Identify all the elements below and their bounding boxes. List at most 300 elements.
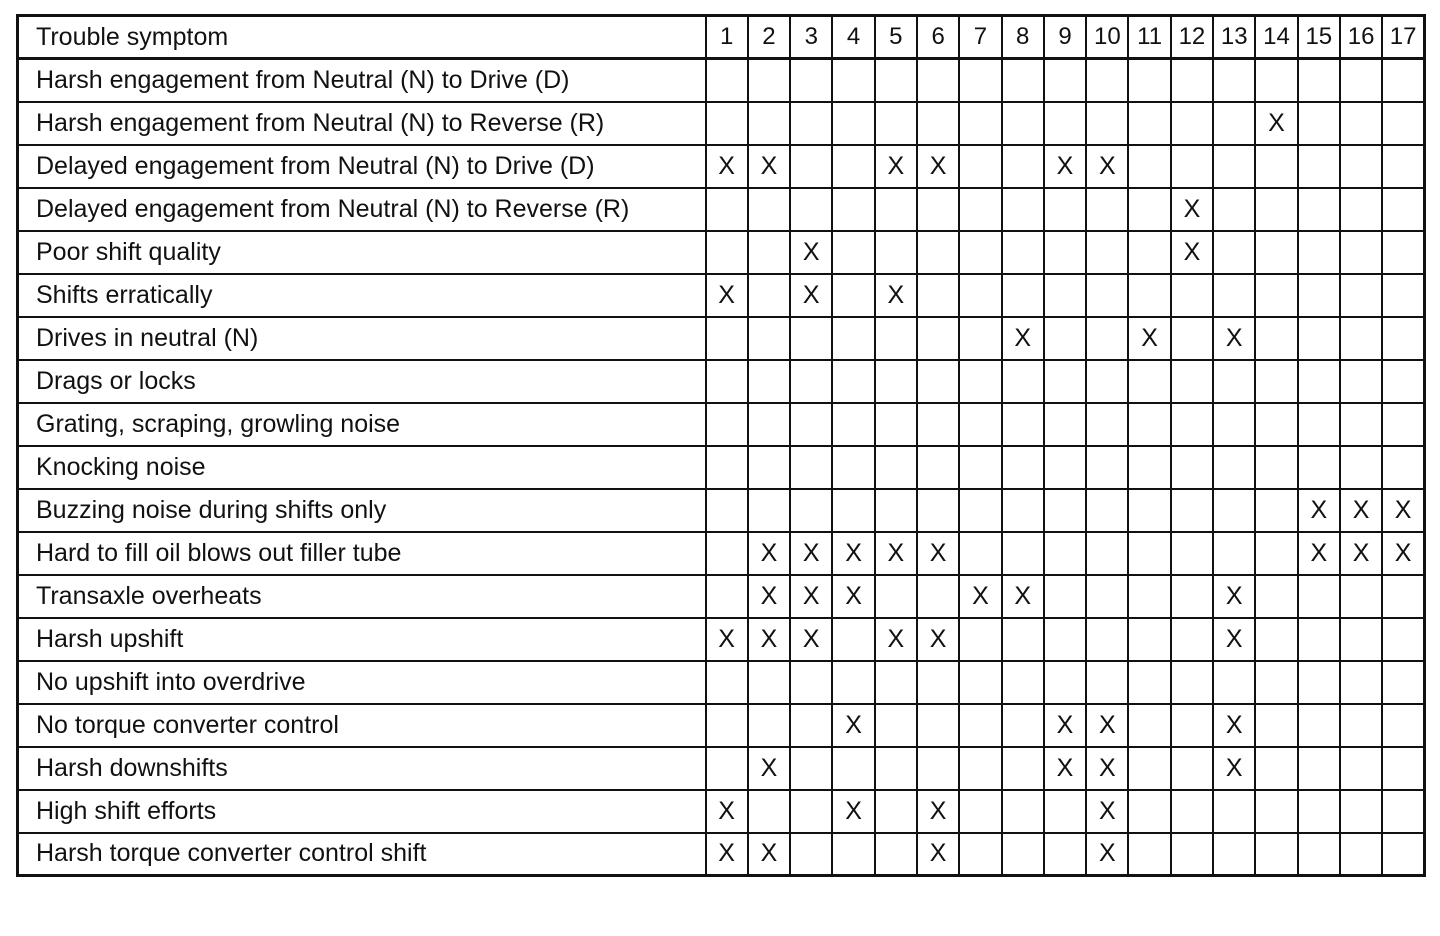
symptom-label: No torque converter control — [18, 704, 706, 747]
trouble-symptom-chart — [16, 14, 1426, 877]
empty-cell — [875, 231, 917, 274]
check-mark-cell: X — [1255, 102, 1297, 145]
empty-cell — [790, 102, 832, 145]
empty-cell — [1298, 575, 1340, 618]
empty-cell — [1298, 747, 1340, 790]
empty-cell — [832, 145, 874, 188]
empty-cell — [1213, 790, 1255, 833]
empty-cell — [1255, 790, 1297, 833]
empty-cell — [832, 102, 874, 145]
empty-cell — [1382, 747, 1424, 790]
empty-cell — [1255, 446, 1297, 489]
empty-cell — [1086, 403, 1128, 446]
empty-cell — [875, 489, 917, 532]
check-mark-cell: X — [832, 575, 874, 618]
empty-cell — [1002, 403, 1044, 446]
empty-cell — [1382, 618, 1424, 661]
check-mark-cell: X — [1298, 532, 1340, 575]
empty-cell — [1171, 489, 1213, 532]
table-row — [18, 59, 1425, 102]
symptom-label: Drags or locks — [18, 360, 706, 403]
table-row — [18, 102, 1425, 145]
symptom-label: Grating, scraping, growling noise — [18, 403, 706, 446]
empty-cell — [832, 661, 874, 704]
empty-cell — [832, 59, 874, 102]
table-body — [18, 59, 1425, 876]
empty-cell — [748, 403, 790, 446]
empty-cell — [959, 618, 1001, 661]
symptom-table — [16, 14, 1426, 877]
empty-cell — [748, 489, 790, 532]
empty-cell — [917, 575, 959, 618]
column-header-16: 16 — [1340, 16, 1382, 59]
empty-cell — [1298, 59, 1340, 102]
empty-cell — [832, 833, 874, 876]
empty-cell — [1382, 790, 1424, 833]
empty-cell — [959, 489, 1001, 532]
table-row — [18, 661, 1425, 704]
empty-cell — [706, 59, 748, 102]
empty-cell — [917, 661, 959, 704]
empty-cell — [1340, 618, 1382, 661]
empty-cell — [1171, 317, 1213, 360]
column-header-3: 3 — [790, 16, 832, 59]
column-header-13: 13 — [1213, 16, 1255, 59]
empty-cell — [1086, 618, 1128, 661]
check-mark-cell: X — [1213, 704, 1255, 747]
empty-cell — [1255, 704, 1297, 747]
empty-cell — [959, 59, 1001, 102]
table-row — [18, 575, 1425, 618]
empty-cell — [1255, 575, 1297, 618]
table-row — [18, 747, 1425, 790]
check-mark-cell: X — [1086, 747, 1128, 790]
empty-cell — [1128, 59, 1170, 102]
column-header-5: 5 — [875, 16, 917, 59]
empty-cell — [1213, 188, 1255, 231]
empty-cell — [1128, 231, 1170, 274]
empty-cell — [1340, 59, 1382, 102]
symptom-column-header: Trouble symptom — [18, 16, 706, 59]
table-row — [18, 489, 1425, 532]
empty-cell — [917, 403, 959, 446]
empty-cell — [1255, 532, 1297, 575]
empty-cell — [1340, 704, 1382, 747]
empty-cell — [1171, 145, 1213, 188]
empty-cell — [748, 317, 790, 360]
check-mark-cell: X — [748, 833, 790, 876]
table-row — [18, 145, 1425, 188]
table-row — [18, 317, 1425, 360]
empty-cell — [1128, 102, 1170, 145]
empty-cell — [706, 403, 748, 446]
empty-cell — [1044, 188, 1086, 231]
empty-cell — [875, 790, 917, 833]
check-mark-cell: X — [1086, 704, 1128, 747]
empty-cell — [959, 790, 1001, 833]
empty-cell — [1213, 532, 1255, 575]
symptom-label: Poor shift quality — [18, 231, 706, 274]
empty-cell — [1382, 274, 1424, 317]
check-mark-cell: X — [917, 833, 959, 876]
check-mark-cell: X — [917, 145, 959, 188]
empty-cell — [1213, 403, 1255, 446]
empty-cell — [706, 231, 748, 274]
symptom-label: Delayed engagement from Neutral (N) to Reverse (R) — [18, 188, 706, 231]
column-header-15: 15 — [1298, 16, 1340, 59]
empty-cell — [1128, 833, 1170, 876]
empty-cell — [1255, 360, 1297, 403]
empty-cell — [1213, 102, 1255, 145]
check-mark-cell: X — [748, 145, 790, 188]
empty-cell — [1298, 661, 1340, 704]
empty-cell — [1171, 59, 1213, 102]
empty-cell — [1128, 704, 1170, 747]
check-mark-cell: X — [1044, 704, 1086, 747]
check-mark-cell: X — [1086, 145, 1128, 188]
empty-cell — [875, 360, 917, 403]
empty-cell — [1002, 790, 1044, 833]
empty-cell — [1171, 661, 1213, 704]
empty-cell — [1382, 575, 1424, 618]
column-header-10: 10 — [1086, 16, 1128, 59]
symptom-label: Shifts erratically — [18, 274, 706, 317]
empty-cell — [1002, 231, 1044, 274]
empty-cell — [1128, 489, 1170, 532]
empty-cell — [1002, 274, 1044, 317]
check-mark-cell: X — [706, 618, 748, 661]
column-header-14: 14 — [1255, 16, 1297, 59]
empty-cell — [1255, 403, 1297, 446]
empty-cell — [1086, 575, 1128, 618]
check-mark-cell: X — [1171, 188, 1213, 231]
empty-cell — [959, 661, 1001, 704]
empty-cell — [1255, 661, 1297, 704]
empty-cell — [1171, 575, 1213, 618]
check-mark-cell: X — [917, 618, 959, 661]
empty-cell — [1213, 231, 1255, 274]
empty-cell — [1340, 231, 1382, 274]
empty-cell — [1128, 188, 1170, 231]
symptom-label: No upshift into overdrive — [18, 661, 706, 704]
empty-cell — [917, 446, 959, 489]
empty-cell — [1128, 446, 1170, 489]
empty-cell — [959, 446, 1001, 489]
empty-cell — [1128, 747, 1170, 790]
column-header-6: 6 — [917, 16, 959, 59]
check-mark-cell: X — [790, 532, 832, 575]
check-mark-cell: X — [875, 532, 917, 575]
empty-cell — [917, 274, 959, 317]
empty-cell — [706, 532, 748, 575]
empty-cell — [959, 145, 1001, 188]
empty-cell — [790, 317, 832, 360]
empty-cell — [917, 59, 959, 102]
empty-cell — [1044, 833, 1086, 876]
check-mark-cell: X — [1086, 790, 1128, 833]
empty-cell — [1171, 833, 1213, 876]
empty-cell — [790, 661, 832, 704]
empty-cell — [1002, 489, 1044, 532]
empty-cell — [790, 145, 832, 188]
empty-cell — [1002, 532, 1044, 575]
empty-cell — [917, 360, 959, 403]
empty-cell — [917, 317, 959, 360]
check-mark-cell: X — [875, 274, 917, 317]
empty-cell — [706, 360, 748, 403]
empty-cell — [1171, 403, 1213, 446]
empty-cell — [1171, 274, 1213, 317]
empty-cell — [917, 704, 959, 747]
empty-cell — [1086, 102, 1128, 145]
empty-cell — [748, 446, 790, 489]
check-mark-cell: X — [1002, 317, 1044, 360]
empty-cell — [1298, 704, 1340, 747]
empty-cell — [1128, 790, 1170, 833]
empty-cell — [1086, 59, 1128, 102]
empty-cell — [1086, 231, 1128, 274]
empty-cell — [706, 102, 748, 145]
check-mark-cell: X — [1340, 532, 1382, 575]
empty-cell — [1128, 274, 1170, 317]
empty-cell — [1213, 360, 1255, 403]
symptom-label: Harsh upshift — [18, 618, 706, 661]
symptom-label: Harsh torque converter control shift — [18, 833, 706, 876]
symptom-label: Transaxle overheats — [18, 575, 706, 618]
empty-cell — [1086, 489, 1128, 532]
check-mark-cell: X — [1128, 317, 1170, 360]
empty-cell — [1213, 446, 1255, 489]
empty-cell — [959, 317, 1001, 360]
column-header-12: 12 — [1171, 16, 1213, 59]
empty-cell — [1128, 360, 1170, 403]
empty-cell — [1213, 489, 1255, 532]
symptom-label: Buzzing noise during shifts only — [18, 489, 706, 532]
empty-cell — [1002, 102, 1044, 145]
empty-cell — [790, 188, 832, 231]
table-row — [18, 790, 1425, 833]
empty-cell — [1171, 704, 1213, 747]
column-header-2: 2 — [748, 16, 790, 59]
empty-cell — [1171, 102, 1213, 145]
check-mark-cell: X — [748, 747, 790, 790]
column-header-9: 9 — [1044, 16, 1086, 59]
empty-cell — [1255, 618, 1297, 661]
empty-cell — [748, 188, 790, 231]
empty-cell — [1298, 360, 1340, 403]
empty-cell — [875, 102, 917, 145]
empty-cell — [1002, 360, 1044, 403]
empty-cell — [917, 747, 959, 790]
empty-cell — [832, 274, 874, 317]
empty-cell — [748, 661, 790, 704]
empty-cell — [790, 790, 832, 833]
empty-cell — [706, 446, 748, 489]
empty-cell — [1044, 618, 1086, 661]
empty-cell — [959, 833, 1001, 876]
empty-cell — [832, 317, 874, 360]
empty-cell — [790, 704, 832, 747]
column-header-17: 17 — [1382, 16, 1424, 59]
empty-cell — [1298, 102, 1340, 145]
empty-cell — [1086, 532, 1128, 575]
check-mark-cell: X — [748, 575, 790, 618]
check-mark-cell: X — [1382, 489, 1424, 532]
table-row — [18, 188, 1425, 231]
empty-cell — [1298, 833, 1340, 876]
check-mark-cell: X — [1298, 489, 1340, 532]
empty-cell — [1340, 790, 1382, 833]
empty-cell — [790, 489, 832, 532]
table-row — [18, 532, 1425, 575]
empty-cell — [959, 188, 1001, 231]
empty-cell — [748, 360, 790, 403]
empty-cell — [1213, 661, 1255, 704]
empty-cell — [1382, 145, 1424, 188]
empty-cell — [1298, 231, 1340, 274]
empty-cell — [748, 59, 790, 102]
column-header-8: 8 — [1002, 16, 1044, 59]
check-mark-cell: X — [706, 145, 748, 188]
empty-cell — [790, 403, 832, 446]
empty-cell — [1255, 833, 1297, 876]
symptom-label: Harsh downshifts — [18, 747, 706, 790]
empty-cell — [1171, 747, 1213, 790]
empty-cell — [1002, 833, 1044, 876]
empty-cell — [1382, 102, 1424, 145]
empty-cell — [959, 360, 1001, 403]
empty-cell — [1340, 833, 1382, 876]
empty-cell — [1298, 317, 1340, 360]
empty-cell — [706, 317, 748, 360]
empty-cell — [1044, 360, 1086, 403]
empty-cell — [1213, 59, 1255, 102]
empty-cell — [1382, 59, 1424, 102]
check-mark-cell: X — [1213, 575, 1255, 618]
check-mark-cell: X — [917, 532, 959, 575]
empty-cell — [875, 575, 917, 618]
empty-cell — [1298, 618, 1340, 661]
empty-cell — [1382, 317, 1424, 360]
check-mark-cell: X — [790, 231, 832, 274]
empty-cell — [832, 747, 874, 790]
check-mark-cell: X — [1044, 747, 1086, 790]
empty-cell — [917, 231, 959, 274]
empty-cell — [1044, 403, 1086, 446]
empty-cell — [875, 833, 917, 876]
empty-cell — [959, 274, 1001, 317]
column-header-11: 11 — [1128, 16, 1170, 59]
empty-cell — [1086, 446, 1128, 489]
table-row — [18, 403, 1425, 446]
empty-cell — [917, 489, 959, 532]
empty-cell — [1255, 317, 1297, 360]
check-mark-cell: X — [1213, 317, 1255, 360]
empty-cell — [1340, 403, 1382, 446]
check-mark-cell: X — [1086, 833, 1128, 876]
table-row — [18, 618, 1425, 661]
empty-cell — [1128, 661, 1170, 704]
empty-cell — [790, 446, 832, 489]
empty-cell — [1255, 188, 1297, 231]
empty-cell — [748, 231, 790, 274]
check-mark-cell: X — [1171, 231, 1213, 274]
empty-cell — [1044, 317, 1086, 360]
header-row — [18, 16, 1425, 59]
empty-cell — [832, 360, 874, 403]
empty-cell — [1002, 704, 1044, 747]
table-row — [18, 274, 1425, 317]
empty-cell — [1340, 747, 1382, 790]
empty-cell — [832, 489, 874, 532]
empty-cell — [748, 790, 790, 833]
empty-cell — [1382, 833, 1424, 876]
check-mark-cell: X — [1340, 489, 1382, 532]
empty-cell — [790, 833, 832, 876]
empty-cell — [748, 704, 790, 747]
empty-cell — [1128, 403, 1170, 446]
empty-cell — [875, 188, 917, 231]
empty-cell — [1298, 145, 1340, 188]
check-mark-cell: X — [832, 704, 874, 747]
empty-cell — [1340, 575, 1382, 618]
empty-cell — [1340, 446, 1382, 489]
empty-cell — [1298, 790, 1340, 833]
empty-cell — [1044, 102, 1086, 145]
empty-cell — [832, 231, 874, 274]
check-mark-cell: X — [1382, 532, 1424, 575]
empty-cell — [1213, 145, 1255, 188]
empty-cell — [1255, 231, 1297, 274]
empty-cell — [959, 532, 1001, 575]
empty-cell — [706, 575, 748, 618]
check-mark-cell: X — [790, 575, 832, 618]
symptom-label: High shift efforts — [18, 790, 706, 833]
table-row — [18, 360, 1425, 403]
empty-cell — [1340, 360, 1382, 403]
column-header-4: 4 — [832, 16, 874, 59]
empty-cell — [1002, 747, 1044, 790]
check-mark-cell: X — [706, 274, 748, 317]
empty-cell — [959, 747, 1001, 790]
empty-cell — [1171, 360, 1213, 403]
check-mark-cell: X — [748, 618, 790, 661]
empty-cell — [706, 489, 748, 532]
table-row — [18, 704, 1425, 747]
empty-cell — [1002, 446, 1044, 489]
empty-cell — [1340, 145, 1382, 188]
check-mark-cell: X — [1044, 145, 1086, 188]
symptom-label: Harsh engagement from Neutral (N) to Reverse (R) — [18, 102, 706, 145]
empty-cell — [1086, 317, 1128, 360]
empty-cell — [1213, 274, 1255, 317]
empty-cell — [1340, 188, 1382, 231]
empty-cell — [1002, 59, 1044, 102]
symptom-label: Harsh engagement from Neutral (N) to Drive (D) — [18, 59, 706, 102]
table-row — [18, 833, 1425, 876]
empty-cell — [1044, 661, 1086, 704]
check-mark-cell: X — [748, 532, 790, 575]
empty-cell — [1298, 446, 1340, 489]
empty-cell — [1298, 403, 1340, 446]
empty-cell — [1382, 360, 1424, 403]
symptom-label: Drives in neutral (N) — [18, 317, 706, 360]
check-mark-cell: X — [1002, 575, 1044, 618]
empty-cell — [1044, 59, 1086, 102]
empty-cell — [1255, 274, 1297, 317]
empty-cell — [1002, 618, 1044, 661]
empty-cell — [1044, 532, 1086, 575]
